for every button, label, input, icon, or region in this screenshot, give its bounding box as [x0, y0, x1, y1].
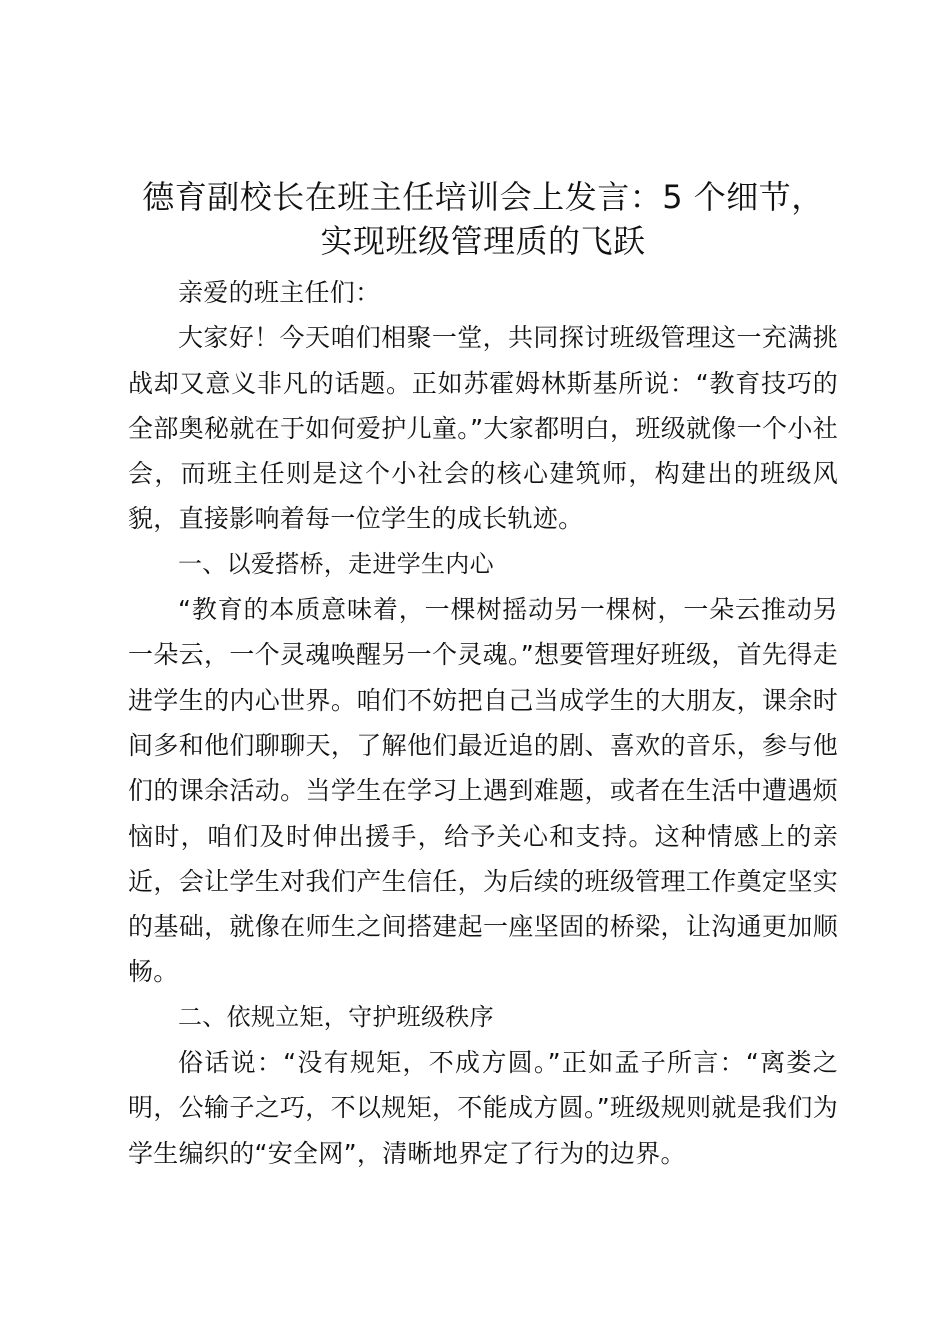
section-heading-1: 一、以爱搭桥，走进学生内心 [178, 549, 494, 578]
title-line-2: 实现班级管理质的飞跃 [320, 222, 646, 260]
title-line-1: 德育副校长在班主任培训会上发言：5 个细节， [142, 178, 824, 216]
section-heading-2: 二、依规立矩，守护班级秩序 [178, 1002, 494, 1031]
salutation: 亲爱的班主任们： [178, 278, 381, 307]
paragraph-section-2: 俗话说：“没有规矩，不成方圆。”正如孟子所言：“离娄之明，公输子之巧，不以规矩，不能成方圆。”班级规则就是我们为学生编织的“安全网”，清晰地界定了行为的边界。 [128, 1048, 838, 1168]
paragraph-section-1: “教育的本质意味着，一棵树摇动另一棵树，一朵云推动另一朵云，一个灵魂唤醒另一个灵魂。”想要管理好班级，首先得走进学生的内心世界。咱们不妨把自己当成学生的大朋友，课余时间多和他们聊聊天，了解他们最近追的剧、喜欢的音乐，参与他们的课余活动。当学生在学习上遇到难题，或者在生活中遭遇烦恼时，咱们及时伸出援手，给予关心和支持。这种情感上的亲近，会让学生对我们产生信任，为后续的班级管理工作奠定坚实的基础，就像在师生之间搭建起一座坚固的桥梁，让沟通更加顺畅。 [128, 595, 838, 987]
paragraph-intro: 大家好！今天咱们相聚一堂，共同探讨班级管理这一充满挑战却又意义非凡的话题。正如苏霍姆林斯基所说：“教育技巧的全部奥秘就在于如何爱护儿童。”大家都明白，班级就像一个小社会，而班主任则是这个小社会的核心建筑师，构建出的班级风貌，直接影响着每一位学生的成长轨迹。 [128, 323, 838, 534]
document-page [128, 150, 838, 1176]
document-title [118, 175, 848, 263]
